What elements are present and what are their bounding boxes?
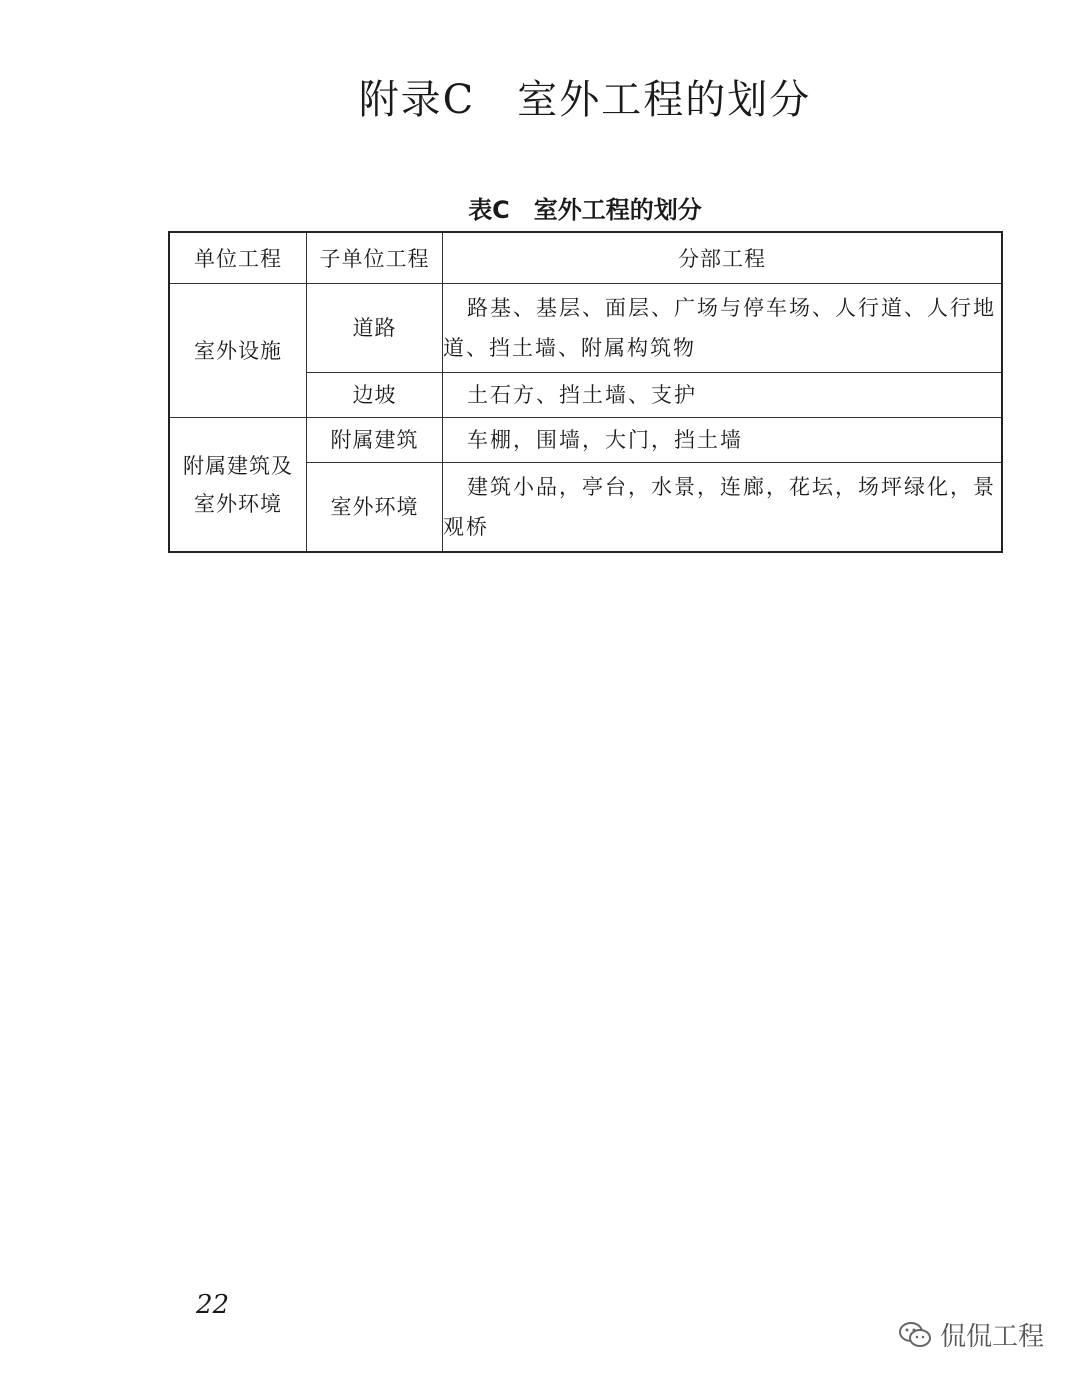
sub-unit-slope: 边坡 (307, 373, 443, 418)
sub-unit-outdoor-environment: 室外环境 (307, 463, 443, 553)
header-unit-works: 单位工程 (169, 232, 307, 284)
table-header-row (169, 232, 1002, 284)
unit-outdoor-facilities: 室外设施 (169, 284, 307, 418)
divisions-road: 路基、基层、面层、广场与停车场、人行道、人行地道、挡土墙、附属构筑物 (443, 284, 1003, 373)
header-divisional-works: 分部工程 (443, 232, 1003, 284)
sub-unit-ancillary-buildings: 附属建筑 (307, 418, 443, 463)
outdoor-works-division-table (168, 231, 1003, 553)
appendix-title: 附录C 室外工程的划分 (358, 77, 812, 123)
wechat-icon (898, 1321, 932, 1349)
watermark-text: 侃侃工程 (939, 1322, 1044, 1352)
table-caption: 表C 室外工程的划分 (468, 196, 702, 224)
table-row (169, 418, 1002, 463)
divisions-outdoor-environment: 建筑小品，亭台，水景，连廊，花坛，场坪绿化，景观桥 (443, 463, 1003, 553)
unit-ancillary-buildings-and-environment: 附属建筑及室外环境 (169, 418, 307, 553)
watermark (898, 1316, 1044, 1353)
page-number: 22 (196, 1290, 230, 1320)
sub-unit-road: 道路 (307, 284, 443, 373)
divisions-ancillary-buildings: 车棚，围墙，大门，挡土墙 (443, 418, 1003, 463)
table-row (169, 284, 1002, 373)
divisions-slope: 土石方、挡土墙、支护 (443, 373, 1003, 418)
header-sub-unit-works: 子单位工程 (307, 232, 443, 284)
